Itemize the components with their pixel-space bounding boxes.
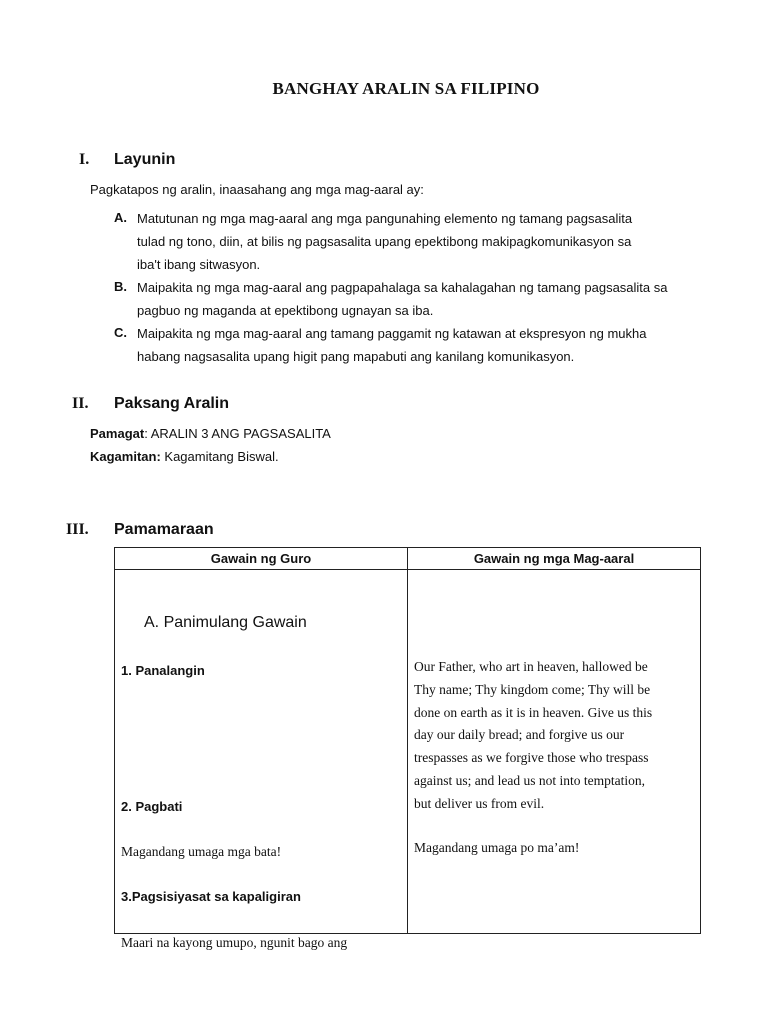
prayer-line: done on earth as it is in heaven. Give us this: [414, 704, 653, 720]
objective-c-letter: C.: [114, 325, 127, 340]
section-1-heading: Layunin: [114, 151, 176, 168]
objective-b-line-1: Maipakita ng mga mag-aaral ang pagpapahalaga sa kahalagahan ng tamang pagsasalita sa: [137, 280, 668, 295]
table-row: [115, 570, 701, 934]
kagamitan-line: [90, 449, 279, 464]
procedure-table: [114, 547, 701, 950]
pagbati-label: 2. Pagbati: [121, 799, 183, 814]
pamagat-line: [90, 426, 331, 441]
objective-a-text: [137, 207, 697, 276]
student-greeting-reply: Magandang umaga po ma’am!: [414, 840, 580, 855]
student-activity-cell: [408, 570, 701, 934]
pagsisiyasat-label: 3.Pagsisiyasat sa kapaligiran: [121, 889, 301, 904]
objective-c-line-1: Maipakita ng mga mag-aaral ang tamang paggamit ng katawan at ekspresyon ng mukha: [137, 326, 647, 341]
objective-c-text: [137, 322, 697, 368]
prayer-line: trespasses as we forgive those who trespass: [414, 750, 649, 766]
prayer-line: Our Father, who art in heaven, hallowed be: [414, 659, 648, 674]
objective-a-line-1: Matutunan ng mga mag-aaral ang mga pangunahing elemento ng tamang pagsasalita: [137, 211, 633, 226]
prayer-line: but deliver us from evil.: [414, 795, 545, 811]
kagamitan-value: Kagamitang Biswal.: [160, 449, 279, 464]
prayer-line: against us; and lead us not into temptation,: [414, 772, 645, 788]
objective-b-letter: B.: [114, 279, 127, 294]
teacher-activity-cell: [115, 570, 408, 950]
objectives-intro: Pagkatapos ng aralin, inaasahang ang mga mag-aaral ay:: [90, 182, 424, 197]
panalangin-label: 1. Panalangin: [121, 663, 205, 678]
teacher-greeting: Magandang umaga mga bata!: [121, 844, 282, 859]
header-student-activity: Gawain ng mga Mag-aaral: [408, 548, 701, 570]
prayer-line: day our daily bread; and forgive us our: [414, 727, 625, 743]
table-header-row: [115, 548, 701, 570]
objective-c-line-2: habang nagsasalita upang higit pang mapabuti ang kanilang komunikasyon.: [137, 349, 575, 364]
objective-b-text: [137, 276, 697, 322]
lords-prayer: [414, 656, 696, 816]
objective-a-letter: A.: [114, 210, 127, 225]
prayer-line: Thy name; Thy kingdom come; Thy will be: [414, 681, 651, 697]
objective-a-line-3: iba't ibang sitwasyon.: [137, 257, 261, 272]
document-title: BANGHAY ARALIN SA FILIPINO: [272, 79, 540, 98]
section-3-number: III.: [66, 521, 89, 538]
section-2-heading: Paksang Aralin: [114, 395, 230, 412]
header-teacher-activity: Gawain ng Guro: [115, 548, 408, 570]
teacher-instruction: Maari na kayong umupo, ngunit bago ang: [121, 935, 348, 950]
pamagat-value: : ARALIN 3 ANG PAGSASALITA: [144, 426, 331, 441]
pamagat-label: Pamagat: [90, 426, 145, 441]
kagamitan-label: Kagamitan:: [90, 449, 161, 464]
panimulang-gawain-heading: A. Panimulang Gawain: [144, 614, 307, 631]
objective-a-line-2: tulad ng tono, diin, at bilis ng pagsasalita upang epektibong makipagkomunikasyon sa: [137, 234, 632, 249]
objective-b-line-2: pagbuo ng maganda at epektibong ugnayan sa iba.: [137, 303, 434, 318]
section-2-number: II.: [72, 395, 89, 412]
section-3-heading: Pamamaraan: [114, 521, 214, 538]
section-1-number: I.: [79, 151, 90, 168]
